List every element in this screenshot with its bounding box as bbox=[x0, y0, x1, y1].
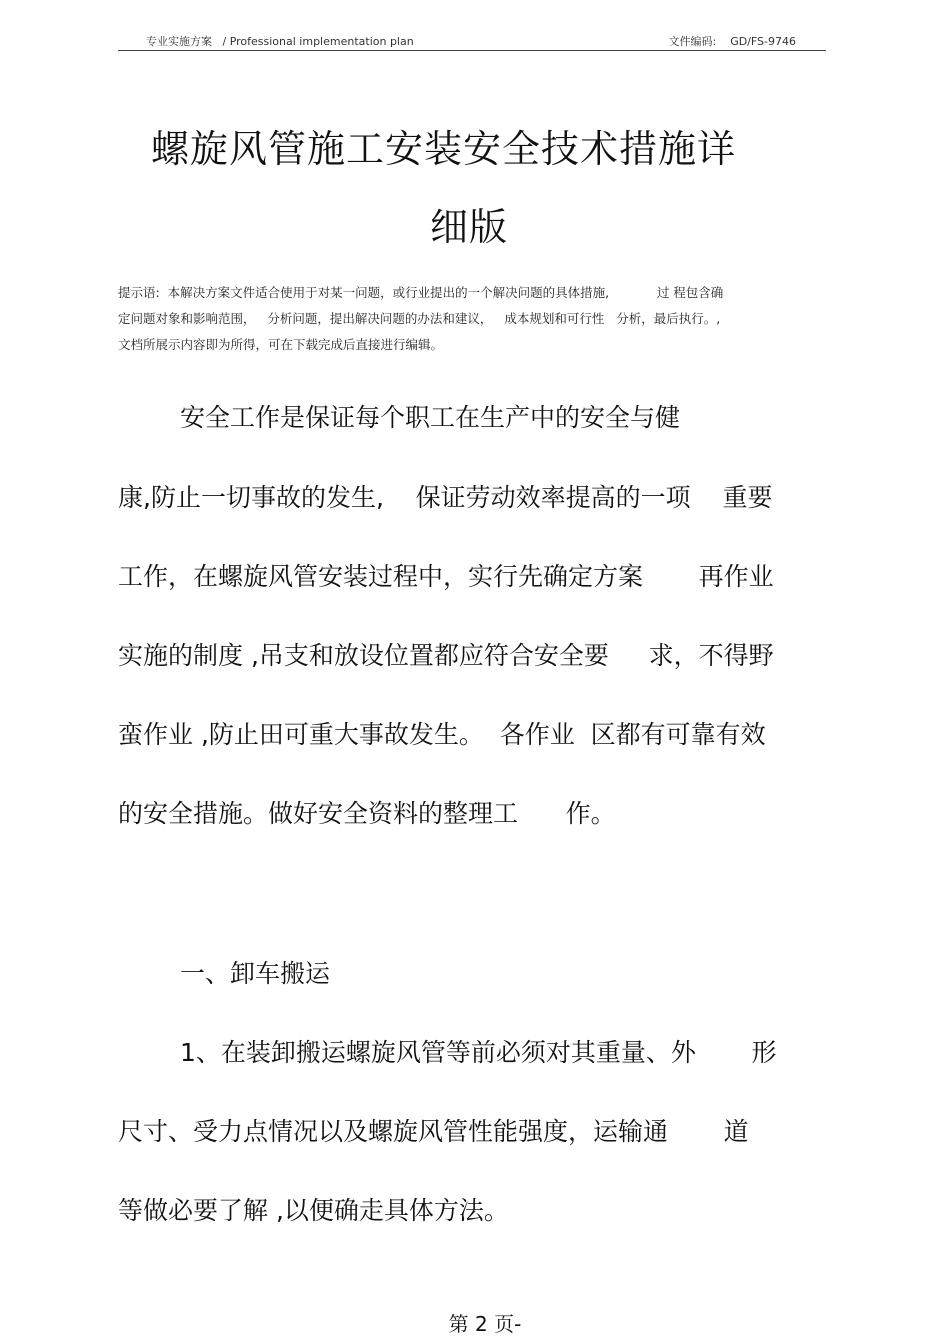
page-number: 第 2 页- bbox=[448, 1312, 522, 1336]
doc-title-line-1: 螺旋风管施工安装安全技术措施详 bbox=[151, 127, 737, 171]
body-text-line: 实施的制度 ,吊支和放设位置都应符合安全要 求，不得野 bbox=[118, 641, 774, 670]
header-doc-code: 文件编码: GD/FS-9746 bbox=[668, 35, 796, 48]
body-text-line: 尺寸、受力点情况以及螺旋风管性能强度，运输通 道 bbox=[118, 1117, 749, 1146]
body-text-line: 工作，在螺旋风管安装过程中，实行先确定方案 再作业 bbox=[118, 562, 774, 591]
hint-line: 文档所展示内容即为所得，可在下载完成后直接进行编辑。 bbox=[118, 337, 444, 352]
page-header bbox=[118, 30, 826, 51]
body-text-line: 蛮作业 ,防止田可重大事故发生。 各作业 区都有可靠有效 bbox=[118, 720, 766, 749]
header-doc-type: 专业实施方案 / Professional implementation plan bbox=[146, 35, 414, 48]
body-text-line: 的安全措施。做好安全资料的整理工 作。 bbox=[118, 799, 616, 828]
section-heading: 一、卸车搬运 bbox=[180, 959, 331, 988]
doc-title-line-2: 细版 bbox=[430, 205, 509, 249]
body-text-line: 安全工作是保证每个职工在生产中的安全与健 bbox=[180, 403, 681, 432]
body-text-line: 康,防止一切事故的发生, 保证劳动效率提高的一项 重要 bbox=[118, 483, 773, 512]
hint-paragraph bbox=[118, 280, 828, 358]
body-text-line: 等做必要了解 ,以便确走具体方法。 bbox=[118, 1196, 509, 1225]
hint-line: 定问题对象和影响范围， 分析问题，提出解决问题的办法和建议， 成本规划和可行性 分析，最后执行。, bbox=[118, 311, 721, 326]
hint-line: 提示语: 本解决方案文件适合使用于对某一问题，或行业提出的一个解决问题的具体措施, 过 程包含确 bbox=[118, 285, 724, 300]
body-text-line: 1、在装卸搬运螺旋风管等前必须对其重量、外 形 bbox=[180, 1038, 777, 1067]
